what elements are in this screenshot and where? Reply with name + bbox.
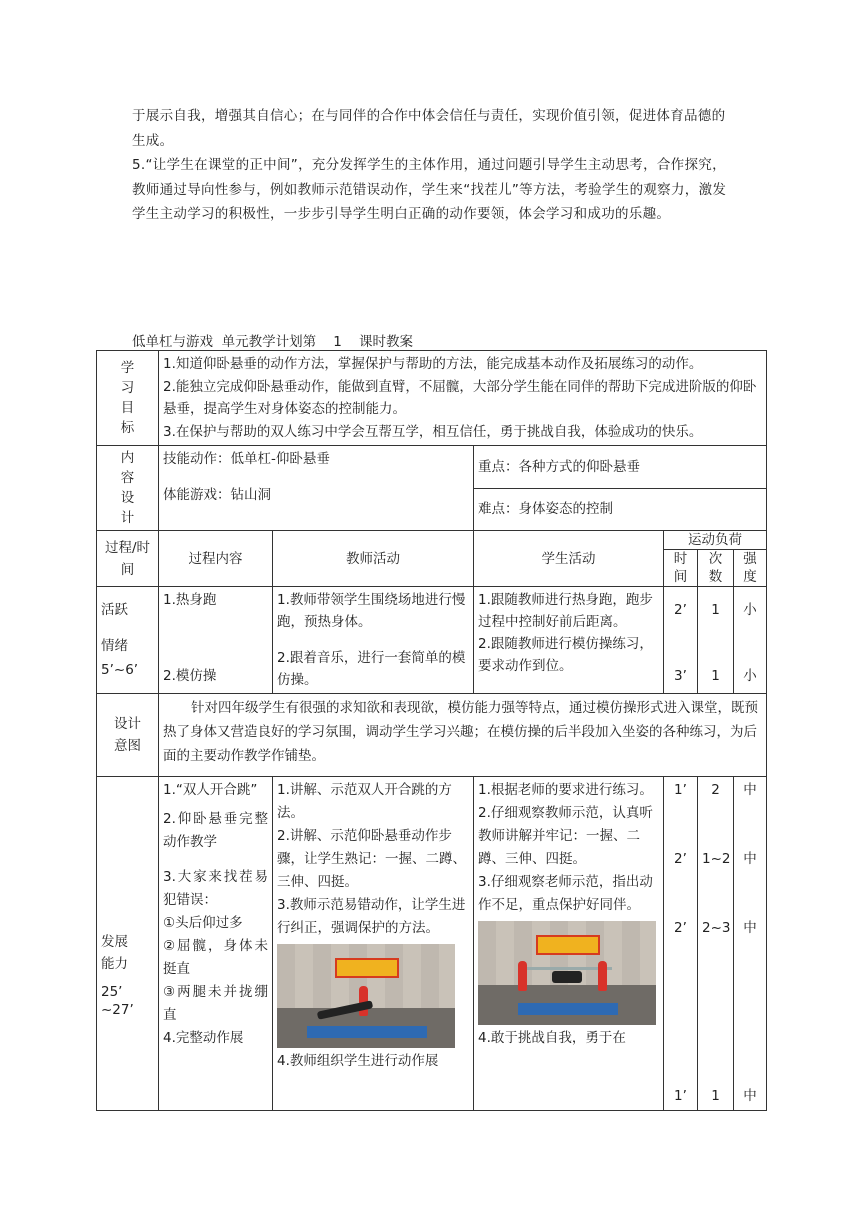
develop-time-4: 1’ [674,1088,687,1104]
develop-error-2: ②屈髋，身体未挺直 [163,938,268,977]
header-row-1 [97,531,767,550]
warmup-label-time: 5’~6’ [101,662,139,678]
warmup-count-1: 1 [711,602,720,618]
header-intensity [734,550,767,587]
develop-time-3: 2’ [674,920,687,936]
warmup-time [664,587,698,694]
header-count-text: 次数 [708,551,723,585]
develop-label [97,777,159,1111]
intro-text [132,104,732,227]
warmup-student-1: 1.跟随教师进行热身跑，跑步过程中控制好前后距离。 [478,592,653,630]
warmup-label-a: 活跃 [101,602,128,618]
difficulty-point: 难点：身体姿态的控制 [474,488,767,531]
header-time [664,550,698,587]
design-text: 针对四年级学生有很强的求知欲和表现欲，模仿能力强等特点，通过模仿操形式进入课堂，既预热了身体又营造良好的学习氛围，调动学生学习兴趣；在模仿操的后半段加入坐姿的各种练习，为后面的主要动作教学作铺垫。 [159,694,767,777]
objective-item: 3.在保护与帮助的双人练习中学会互帮互学，相互信任，勇于挑战自我，体验成功的快乐。 [163,423,703,440]
objectives-row [97,351,767,446]
warmup-time-2: 3’ [674,668,687,684]
develop-teacher-3: 3.教师示范易错动作，让学生进行纠正，强调保护的方法。 [277,897,466,936]
develop-count-1: 2 [711,782,720,798]
develop-teacher-1: 1.讲解、示范双人开合跳的方法。 [277,782,452,821]
develop-content-1: 1.“双人开合跳” [163,782,258,798]
objectives-label-text: 学习目标 [120,360,135,436]
develop-intensity-3: 中 [743,920,757,936]
develop-teacher [273,777,474,1111]
develop-student-2: 2.仔细观察教师示范，认真听教师讲解并牢记：一握、二蹲、三伸、四挺。 [478,805,653,867]
develop-content-3: 3.大家来找茬易犯错误： [163,869,268,908]
develop-count-4: 1 [711,1088,720,1104]
develop-error-1: ①头后仰过多 [163,915,243,931]
skill-item: 技能动作：低单杠-仰卧悬垂 [163,451,330,467]
header-count [698,550,734,587]
warmup-row [97,587,767,694]
warmup-content-1: 1.热身跑 [163,592,217,608]
header-process-time: 过程/时间 [97,531,159,587]
intro-paragraph: 5.“让学生在课堂的正中间”，充分发挥学生的主体作用，通过问题引导学生主动思考，合作探究，教师通过导向性参与，例如教师示范错误动作，学生来“找茬儿”等方法，考验学生的观察力，激发学生主动学习的积极性，一步步引导学生明白正确的动作要领，体会学习和成功的乐趣。 [132,157,727,223]
header-intensity-text: 强度 [743,551,757,585]
develop-student-4: 4.敢于挑战自我，勇于在 [478,1030,626,1046]
warmup-count [698,587,734,694]
warmup-count-2: 1 [711,668,720,684]
header-time-text: 时间 [673,551,688,585]
develop-time-2: 2’ [674,851,687,867]
develop-label-time-a: 25’ [101,983,123,1000]
warmup-label-b: 情绪 [101,638,128,654]
objectives-label [97,351,159,446]
design-label-text: 设计意图 [114,716,141,754]
student-practice-photo [478,921,656,1025]
develop-student-1: 1.根据老师的要求进行练习。 [478,782,653,798]
warmup-time-1: 2’ [674,602,687,618]
game-item: 体能游戏：钻山洞 [163,487,271,503]
develop-teacher-4: 4.教师组织学生进行动作展 [277,1053,439,1069]
develop-label-b: 能力 [101,955,128,972]
develop-student [474,777,664,1111]
objective-item: 2.能独立完成仰卧悬垂动作，能做到直臂，不屈髋，大部分学生能在同伴的帮助下完成进阶版的仰卧悬垂，提高学生对身体姿态的控制能力。 [163,378,757,417]
header-load: 运动负荷 [664,531,767,550]
develop-count-3: 2~3 [702,920,731,936]
develop-row [97,777,767,1111]
develop-intensity-1: 中 [743,782,757,798]
develop-intensity-4: 中 [743,1088,757,1104]
develop-intensity-2: 中 [743,851,757,867]
develop-content [159,777,273,1111]
lesson-plan-table [96,350,767,1111]
warmup-content-2: 2.模仿操 [163,668,217,684]
design-label [97,694,159,777]
develop-label-a: 发展 [101,933,128,950]
develop-content-4: 4.完整动作展 [163,1030,244,1046]
develop-count [698,777,734,1111]
warmup-teacher-2: 2.跟着音乐，进行一套简单的模仿操。 [277,650,466,688]
content-skills [159,446,474,531]
develop-teacher-2: 2.讲解、示范仰卧悬垂动作步骤，让学生熟记：一握、二蹲、三伸、四挺。 [277,828,466,890]
warmup-content [159,587,273,694]
develop-count-2: 1~2 [702,851,731,867]
develop-student-3: 3.仔细观察老师示范，指出动作不足，重点保护好同伴。 [478,874,653,913]
design-row [97,694,767,777]
develop-intensity [734,777,767,1111]
develop-error-3: ③两腿未并拢绷直 [163,984,268,1023]
warmup-teacher-1: 1.教师带领学生围绕场地进行慢跑，预热身体。 [277,592,466,630]
objectives-content [159,351,767,446]
content-label [97,446,159,531]
develop-time-1: 1’ [674,782,687,798]
warmup-student [474,587,664,694]
warmup-teacher [273,587,474,694]
teacher-demo-photo [277,944,455,1048]
develop-time [664,777,698,1111]
develop-content-2: 2.仰卧悬垂完整动作教学 [163,811,268,850]
develop-label-time-b: ~27’ [101,1001,134,1018]
header-teacher: 教师活动 [273,531,474,587]
content-row-1 [97,446,767,489]
warmup-label [97,587,159,694]
header-student: 学生活动 [474,531,664,587]
warmup-intensity-1: 小 [743,602,757,618]
warmup-student-2: 2.跟随教师进行模仿操练习，要求动作到位。 [478,636,653,674]
objective-item: 1.知道仰卧悬垂的动作方法，掌握保护与帮助的方法，能完成基本动作及拓展练习的动作。 [163,356,703,372]
header-process-content: 过程内容 [159,531,273,587]
content-label-text: 内容设计 [120,450,135,526]
lesson-plan-title: 低单杠与游戏 单元教学计划第 1 课时教案 [132,334,414,350]
warmup-intensity-2: 小 [743,668,757,684]
intro-paragraph: 于展示自我，增强其自信心；在与同伴的合作中体会信任与责任，实现价值引领，促进体育品德的生成。 [132,108,726,149]
key-point: 重点：各种方式的仰卧悬垂 [474,446,767,489]
warmup-intensity [734,587,767,694]
